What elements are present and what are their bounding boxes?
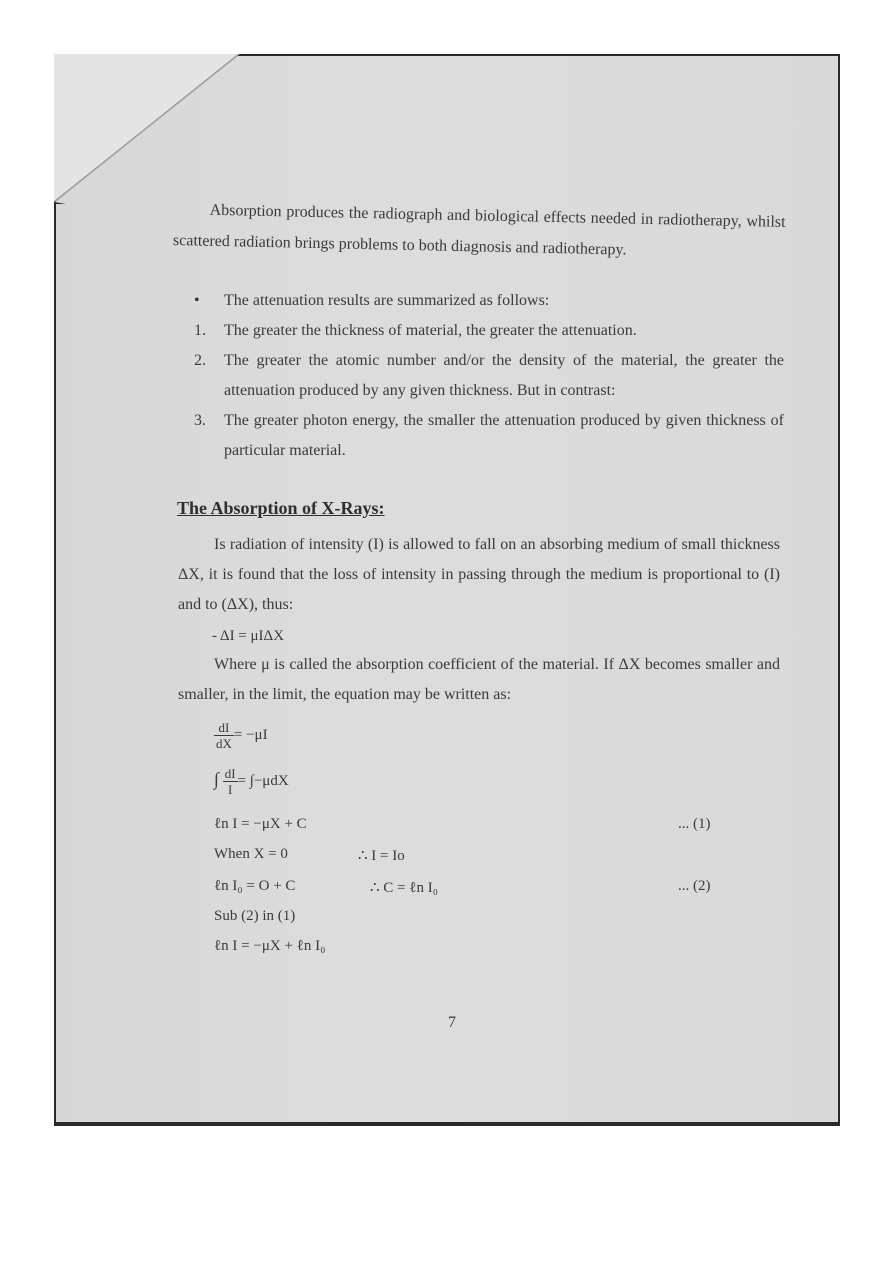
fraction: $\frac{dI}{dX}$ xyxy=(216,720,232,751)
coefficient-paragraph: Where μ is called the absorption coefficient of the material. If ΔX becomes smaller and smaller, in the limit, the equation may be written as: xyxy=(178,656,780,703)
list-item xyxy=(194,406,784,466)
bullet-icon: • xyxy=(194,292,200,309)
integral-equation: ∫ $\frac{dI}{I}$ = ∫−μdX xyxy=(214,766,289,797)
initial-condition-result: ∴ I = Io xyxy=(358,848,405,864)
page-content xyxy=(54,54,840,1126)
delta-equation: - ΔI = μIΔX xyxy=(212,628,285,644)
equation-tag-1: ... (1) xyxy=(678,816,711,832)
fraction: $\frac{dI}{I}$ xyxy=(224,766,236,797)
document-photo xyxy=(54,54,840,1126)
section-heading: The Absorption of X-Rays: xyxy=(177,498,385,518)
intro-paragraph: Absorption produces the radiograph and biological effects needed in radiotherapy, whilst scattered radiation brings problems to both diagnosis and radiotherapy. xyxy=(172,201,786,259)
list-item-text: The greater the atomic number and/or the density of the material, the greater the attenuation produced by any given thickness. But in contrast: xyxy=(224,352,784,399)
differential-equation: $\frac{dI}{dX}$ = −μI xyxy=(216,720,268,751)
page-number: 7 xyxy=(448,1014,456,1031)
log-equation-2: ℓn I₀ = O + C xyxy=(214,878,296,894)
substitution-note: Sub (2) in (1) xyxy=(214,908,296,924)
list-item xyxy=(194,346,784,406)
list-item-text: The greater the thickness of material, the greater the attenuation. xyxy=(224,322,637,339)
attenuation-list xyxy=(194,286,784,466)
integral-sign: ∫ xyxy=(214,768,219,789)
equation-tag-2: ... (2) xyxy=(678,878,711,894)
initial-condition: When X = 0 xyxy=(214,846,288,862)
list-item-text: The greater photon energy, the smaller the attenuation produced by given thickness of particular material. xyxy=(224,412,784,459)
list-marker: 1. xyxy=(194,322,206,339)
list-item xyxy=(194,316,784,346)
list-item-bullet xyxy=(194,286,784,316)
log-equation-1: ℓn I = −μX + C xyxy=(214,816,307,832)
constant-result: ∴ C = ℓn I₀ xyxy=(370,880,438,896)
absorption-paragraph: Is radiation of intensity (I) is allowed to fall on an absorbing medium of small thickness ΔX, it is found that the loss of intensity in passing through the medium is proportional to (I) and to (ΔX), thus: xyxy=(178,536,780,613)
final-equation: ℓn I = −μX + ℓn I₀ xyxy=(214,938,326,954)
list-marker: 3. xyxy=(194,412,206,429)
list-marker: 2. xyxy=(194,352,206,369)
list-item-text: The attenuation results are summarized as follows: xyxy=(224,292,550,309)
